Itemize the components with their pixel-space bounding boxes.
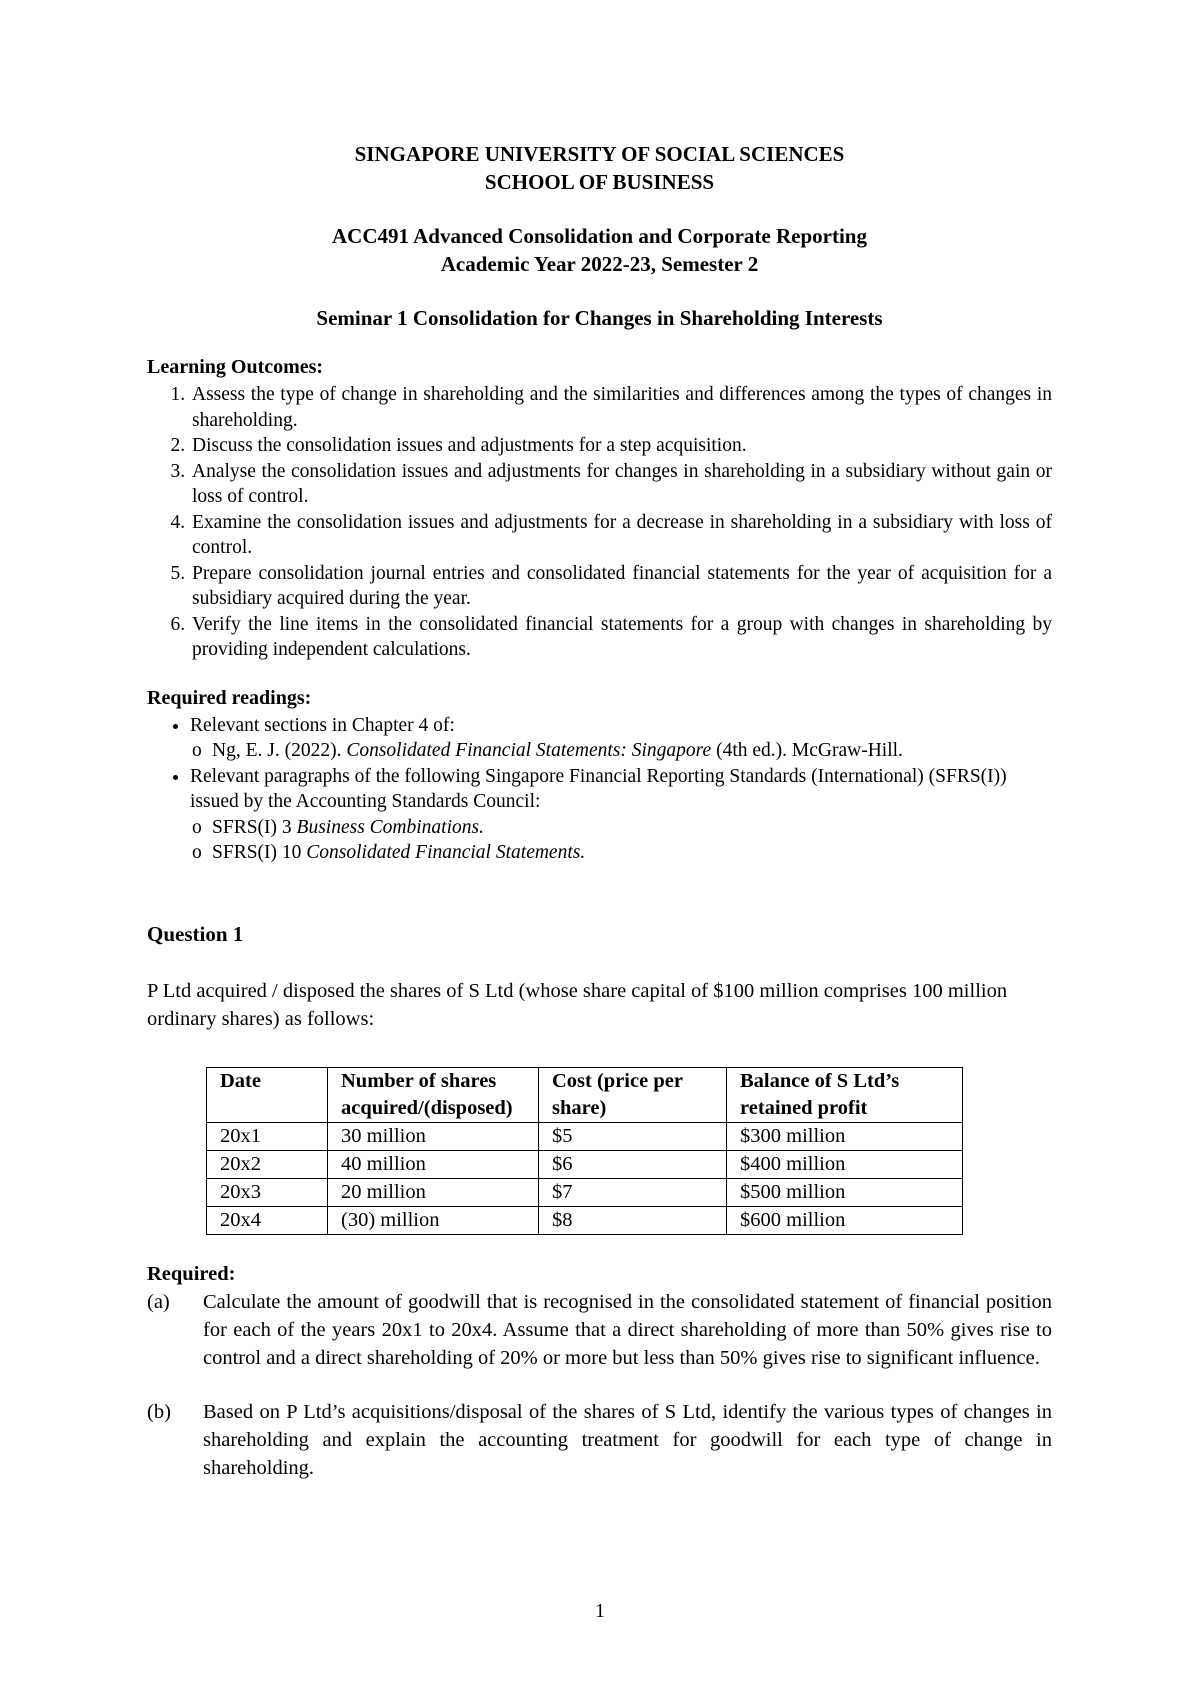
course-title: ACC491 Advanced Consolidation and Corporate Reporting bbox=[332, 224, 867, 248]
table-cell: $500 million bbox=[727, 1178, 963, 1206]
learning-outcomes-list bbox=[147, 382, 1052, 663]
citation-title: Consolidated Financial Statements: Singapore bbox=[346, 740, 712, 761]
learning-outcomes-label: Learning Outcomes: bbox=[147, 356, 324, 378]
table-cell: 30 million bbox=[328, 1122, 539, 1150]
table-cell: 20x4 bbox=[207, 1206, 328, 1234]
required-readings-label: Required readings: bbox=[147, 686, 312, 709]
standard-item bbox=[212, 815, 1052, 841]
standard-item bbox=[212, 840, 1052, 866]
table-cell: $8 bbox=[539, 1206, 727, 1234]
reading-item bbox=[190, 713, 1052, 764]
citation-publisher: (4th ed.). McGraw-Hill. bbox=[711, 740, 903, 761]
table-cell: 20x3 bbox=[207, 1178, 328, 1206]
question-intro: P Ltd acquired / disposed the shares of S Ltd (whose share capital of $100 million comprises 100 million ordinary shares) as follows: bbox=[147, 979, 1008, 1030]
required-part-a bbox=[147, 1288, 1052, 1372]
school-name: SCHOOL OF BUSINESS bbox=[484, 170, 715, 194]
outcome-item: 3. Analyse the consolidation issues and adjustments for changes in shareholding in a subsidiary without gain or loss of control. bbox=[190, 459, 1052, 510]
required-part-b bbox=[147, 1398, 1052, 1482]
table-cell: $600 million bbox=[727, 1206, 963, 1234]
table-cell: $300 million bbox=[727, 1122, 963, 1150]
question-title: Question 1 bbox=[147, 921, 244, 946]
table-cell: 20x1 bbox=[207, 1122, 328, 1150]
table-cell: (30) million bbox=[328, 1206, 539, 1234]
column-header: Number of shares acquired/(disposed) bbox=[328, 1067, 539, 1122]
column-header: Cost (price per share) bbox=[539, 1067, 727, 1122]
standard-title: Consolidated Financial Statements. bbox=[306, 842, 586, 863]
page-number: 1 bbox=[595, 1600, 605, 1622]
outcome-item: 6. Verify the line items in the consolidated financial statements for a group with changes in shareholding by providing independent calculations. bbox=[190, 612, 1052, 663]
standard-code: SFRS(I) 3 bbox=[212, 816, 297, 838]
part-key: (a) bbox=[147, 1290, 170, 1313]
reading-item-text: Relevant sections in Chapter 4 of: bbox=[190, 714, 455, 736]
part-text: Calculate the amount of goodwill that is recognised in the consolidated statement of financial position for each of the years 20x1 to 20x4. Assume that a direct shareholding of more than 50% gives rise to control and a direct shareholding of 20% or more but less than 50% gives rise to significant influence. bbox=[203, 1290, 1052, 1369]
table-cell: $400 million bbox=[727, 1150, 963, 1178]
reading-citation bbox=[212, 738, 1052, 764]
table-cell: 20 million bbox=[328, 1178, 539, 1206]
outcome-item: 2. Discuss the consolidation issues and adjustments for a step acquisition. bbox=[190, 433, 1052, 459]
column-header: Balance of S Ltd’s retained profit bbox=[727, 1067, 963, 1122]
standard-title: Business Combinations. bbox=[296, 816, 484, 838]
table-cell: $5 bbox=[539, 1122, 727, 1150]
standard-code: SFRS(I) 10 bbox=[212, 842, 307, 863]
required-label: Required: bbox=[147, 1262, 236, 1285]
outcome-item: 1. Assess the type of change in shareholding and the similarities and differences among the types of changes in shareholding. bbox=[190, 382, 1052, 433]
citation-author: Ng, E. J. (2022). bbox=[212, 740, 347, 761]
outcome-item: 4. Examine the consolidation issues and adjustments for a decrease in shareholding in a subsidiary with loss of control. bbox=[190, 510, 1052, 561]
table-cell: $7 bbox=[539, 1178, 727, 1206]
table-row bbox=[207, 1178, 963, 1206]
table-cell: 20x2 bbox=[207, 1150, 328, 1178]
table-row bbox=[207, 1122, 963, 1150]
academic-term: Academic Year 2022-23, Semester 2 bbox=[440, 252, 759, 276]
reading-item-text: Relevant paragraphs of the following Singapore Financial Reporting Standards (International) (SFRS(I)) issued by the Accounting Standards Council: bbox=[190, 765, 1007, 812]
column-header: Date bbox=[207, 1067, 328, 1122]
table-cell: $6 bbox=[539, 1150, 727, 1178]
part-key: (b) bbox=[147, 1400, 171, 1423]
seminar-title: Seminar 1 Consolidation for Changes in Shareholding Interests bbox=[316, 306, 883, 330]
reading-sublist bbox=[190, 738, 1052, 764]
table-header-row bbox=[207, 1067, 963, 1122]
table-cell: 40 million bbox=[328, 1150, 539, 1178]
document-page bbox=[147, 140, 1052, 1482]
readings-list bbox=[147, 713, 1052, 866]
table-row bbox=[207, 1206, 963, 1234]
part-text: Based on P Ltd’s acquisitions/disposal of the shares of S Ltd, identify the various types of changes in shareholding and explain the accounting treatment for goodwill for each type of change in shareholding. bbox=[203, 1400, 1052, 1479]
table-row bbox=[207, 1150, 963, 1178]
reading-item bbox=[190, 764, 1052, 866]
shareholding-table bbox=[206, 1067, 963, 1235]
standards-sublist bbox=[190, 815, 1052, 866]
university-name: SINGAPORE UNIVERSITY OF SOCIAL SCIENCES bbox=[354, 142, 845, 166]
outcome-item: 5. Prepare consolidation journal entries and consolidated financial statements for the year of acquisition for a subsidiary acquired during the year. bbox=[190, 561, 1052, 612]
